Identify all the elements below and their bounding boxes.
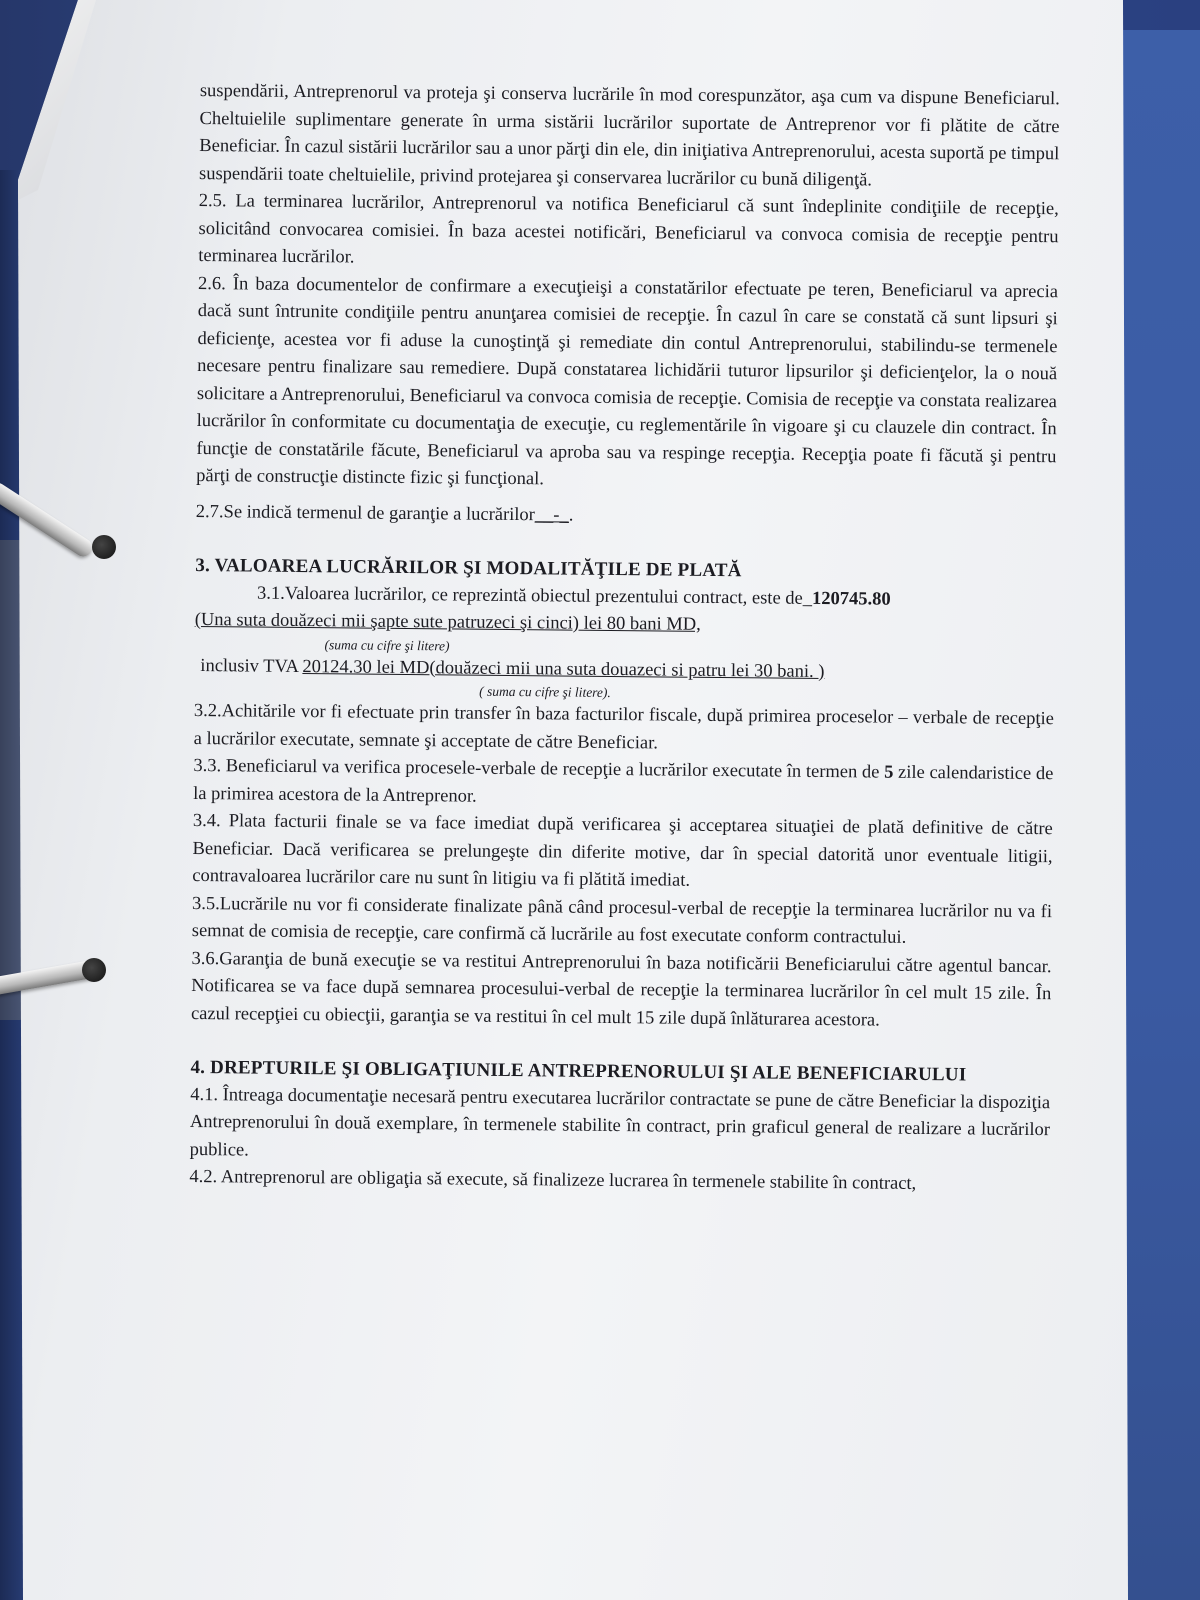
paragraph-3-4: 3.4. Plata facturii finale se va face imediat după verificarea şi acceptarea situaţiei de plată definitive de către Beneficiar. Dacă verificarea se prelungeşte din diferite motive, dar în special datorită unor eventuale litigii, contravaloarea lucrărilor care nu sunt în litigiu va fi plătită imediat.: [192, 810, 1053, 891]
tva-prefix: inclusiv TVA: [200, 655, 303, 677]
paragraph-2-7-end: .: [568, 505, 574, 526]
binder-ring-bottom-tip: [82, 958, 106, 982]
warranty-term-blank: __-_: [534, 504, 569, 526]
section-4-title: 4. DREPTURILE ŞI OBLIGAŢIUNILE ANTREPRENORULUI ŞI ALE BENEFICIARULUI: [190, 1056, 967, 1086]
binder-cover-right: [1122, 30, 1200, 1600]
paragraph-3-3-b: zile calendaristice de la primirea acestora de la Antreprenor.: [193, 762, 1054, 807]
paragraph-4-2: 4.2. Antreprenorul are obligaţia să execute, să finalizeze lucrarea în termenele stabilite în contract,: [189, 1166, 917, 1194]
paragraph-3-2: 3.2.Achitările vor fi efectuate prin transfer în baza facturilor fiscale, după primirea proceselor – verbale de recepţie a lucrărilor executate, semnate şi acceptate de către Beneficiar.: [193, 700, 1054, 753]
paragraph-2-5: 2.5. La terminarea lucrărilor, Antreprenorul va notifica Beneficiarul că sunt îndeplinite condiţiile de recepţie, solicitând convocarea comisiei. În baza acestei notificări, Beneficiarul va convoca comisia de recepţie pentru terminarea lucrărilor.: [198, 190, 1059, 268]
verification-days: 5: [884, 762, 894, 783]
paragraph-3-5: 3.5.Lucrările nu vor fi considerate finalizate până când procesul-verbal de recepţie la terminarea lucrărilor nu va fi semnat de comisia de recepţie, care confirmă că lucrările au fost executate conform contractului.: [191, 893, 1053, 948]
paragraph-4-1: 4.1. Întreaga documentaţie necesară pentru executarea lucrărilor contractate se pune de către Beneficiar la dispoziţia Antreprenorului în două exemplare, în termenele stabilite în contract, prin graficul general de realizare a lucrărilor publice.: [189, 1084, 1051, 1161]
paragraph-3-3-a: 3.3. Beneficiarul va verifica procesele-verbale de recepţie a lucrărilor executate în termen de: [193, 755, 885, 783]
paragraph-2-6: 2.6. În baza documentelor de confirmare a execuţieişi a constatărilor efectuate pe teren, Beneficiarul va aprecia dacă sunt întrunite condiţiile pentru anunţarea comisiei de recepţie. În cazul în care se constată că sunt lipsuri şi deficienţe, acestea vor fi aduse la cunoştinţă şi remediate din contul Antreprenorului, stabilindu-se termenele necesare pentru finalizare sau remediere. După constatarea lichidării tuturor lipsurilor şi deficienţelor, la o nouă solicitare a Antreprenorului, Beneficiarul va convoca comisia de recepţie. Comisia de recepţie va constata realizarea lucrărilor în conformitate cu documentaţia de execuţie, cu reglementările în vigoare şi cu clauzele din contract. În funcţie de constatările făcute, Beneficiarul va aproba sau va respinge recepţia. Recepţia poate fi făcută şi pentru părţi de construcţie distincte fizic şi funcţional.: [196, 273, 1059, 490]
paragraph-suspension: suspendării, Antreprenorul va proteja şi conserva lucrările în mod corespunzător, aşa cum va dispune Beneficiarul. Cheltuielile suplimentare generate în urma sistării lucrărilor suportate de Antreprenor vor fi plătite de către Beneficiar. În cazul sistării lucrărilor sau a unor părţi din ele, din iniţiativa Antreprenorului, acesta suportă pe timpul suspendării toate cheltuielile, privind protejarea şi conservarea lucrărilor cu bună diligenţă.: [198, 80, 1060, 190]
paragraph-3-1-text: 3.1.Valoarea lucrărilor, ce reprezintă obiectul prezentului contract, este de_: [256, 583, 813, 609]
binder-ring-top-tip: [92, 535, 116, 559]
paragraph-2-7-text: 2.7.Se indică termenul de garanţie a lucrărilor: [195, 501, 535, 525]
document-content: [189, 78, 1060, 1200]
amount-note: (suma cu cifre şi litere): [324, 636, 450, 653]
contract-value-words: (Una suta douăzeci mii şapte sute patruzeci şi cinci) lei 80 bani MD,: [194, 609, 701, 635]
contract-value: 120745.80: [811, 588, 891, 610]
section-3-title: 3. VALOAREA LUCRĂRILOR ŞI MODALITĂŢILE DE PLATĂ: [195, 554, 742, 582]
paragraph-3-3: [193, 753, 1053, 816]
tva-note: ( suma cu cifre şi litere).: [479, 683, 611, 700]
paragraph-3-6: 3.6.Garanţia de bună execuţie se va restitui Antreprenorului în baza notificării Beneficiarului către agentul bancar. Notificarea se va face după semnarea procesului-verbal de recepţie la terminarea lucrărilor în cel mult 15 zile. În cazul recepţiei cu obiecţii, garanţia se va restitui în cel mult 15 zile după înlăturarea acestora.: [190, 948, 1052, 1031]
tva-value: 20124.30 lei MD(douăzeci mii una suta douazeci si patru lei 30 bani. ): [302, 656, 825, 682]
